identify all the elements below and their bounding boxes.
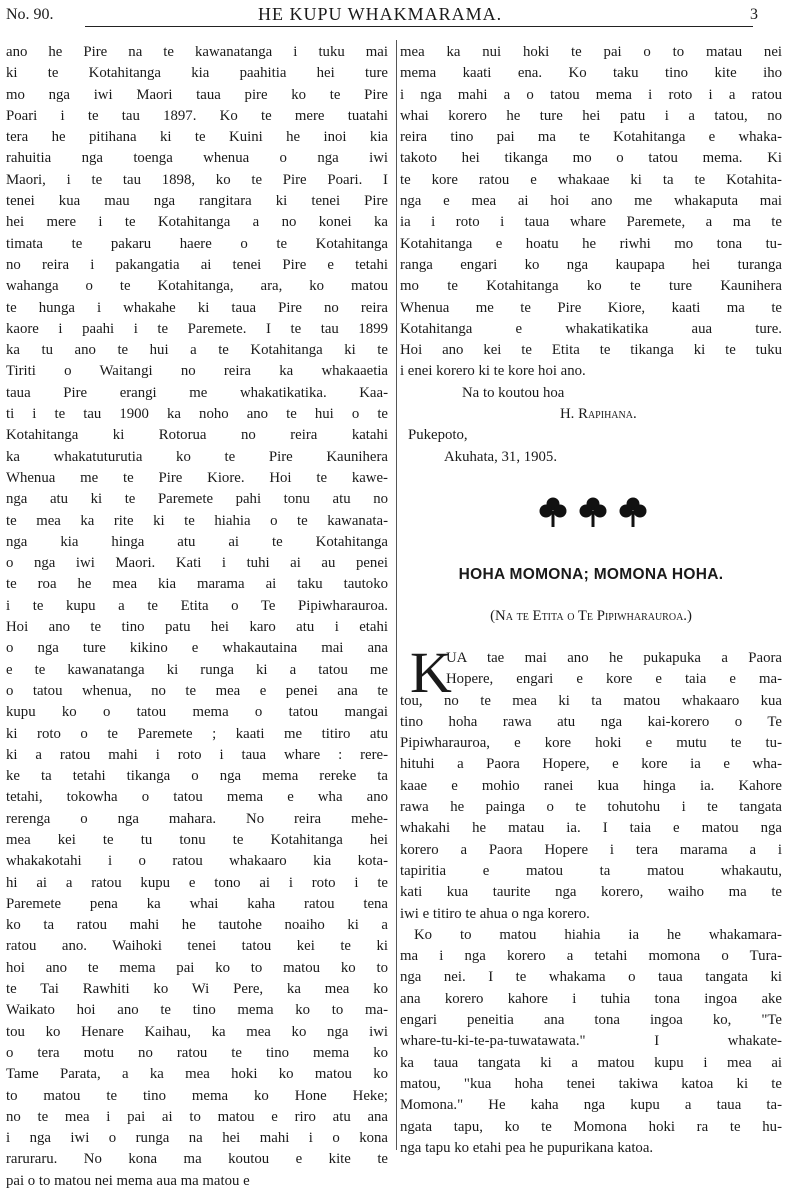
article-text	[400, 640, 782, 1159]
text-line: ma i nga korero a tetahi momona o Tura-	[400, 948, 782, 965]
text-line: tapiritia e matou ta matou whakautu,	[400, 862, 782, 879]
letter-place: Pukepoto,	[408, 427, 468, 444]
text-line: Hoi ano kei te Etita te tikanga ki te tuku	[400, 342, 782, 359]
letter-date: Akuhata, 31, 1905.	[444, 448, 558, 465]
text-line: no reira i pakangatia ai tenei Pire e tetahi	[6, 256, 388, 273]
text-line: mo te Kotahitanga ko te ture Kaunihera	[400, 278, 782, 295]
text-line: pai o to matou nei mema aua ma matou e	[6, 1172, 250, 1189]
text-line: ranga engari ko nga kaupapa hei turanga	[400, 256, 782, 273]
text-line: Pipiwharauroa, e kore hoki e mutu te tu-	[400, 735, 782, 752]
text-line: o nga iwi Maori. Kati i tuhi ai au penei	[6, 555, 388, 572]
text-line: Kotahitanga e hoatu he riwhi mo tona tu-	[400, 235, 782, 252]
text-line: te Tai Rawhiti ko Wi Pere, ka mea ko	[6, 981, 388, 998]
text-line: te kore ratou e whakaae ki ta te Kotahita-	[400, 171, 782, 188]
letter-body	[400, 42, 782, 383]
text-line: tetahi, tokowha o tatou mema e wha ano	[6, 789, 388, 806]
text-line: Hoi ano te tino patu hei karo atu i etahi	[6, 619, 388, 636]
text-line: nga tapu ko etahi pea he pupurikana katoa.	[400, 1139, 654, 1156]
text-line: mea ka nui hoki te pai o to matau nei	[400, 44, 782, 60]
text-line: kaae e mohio ranei kua hinga ia. Kahore	[400, 777, 782, 794]
text-line: whare-tu-ki-te-pa-tuwatawata." I whakate-	[400, 1033, 782, 1050]
text-line: kupu ko o tatou mema o tatou mangai	[6, 704, 388, 721]
text-line: nga e mea ai hoi ano me whakaputa mai	[400, 193, 782, 210]
text-line: i nga mahi a o tatou mema i roto i a ratou	[400, 86, 782, 103]
text-line: mema kaati ena. Ko taku tino kite iho	[400, 65, 782, 82]
text-line: Waikato hoi ano te tino mema ko to ma-	[6, 1002, 388, 1019]
text-line: tino hoha rawa atu nga kai-korero o Te	[400, 713, 782, 730]
text-line: ana korero kahore i tuhia tona ingoa ake	[400, 990, 782, 1007]
article-body	[400, 640, 782, 1159]
shamrock-icon	[578, 496, 608, 528]
ornament-row	[538, 494, 648, 530]
text-line: matou, "kua hoha tenei takiwa katoa ki te	[400, 1075, 782, 1092]
text-line: ke ta tetahi tikanga o nga mema rereke ta	[6, 768, 388, 785]
shamrock-icon	[618, 496, 648, 528]
text-line: te mea ka rite ki te hiahia o te kawanata-	[6, 512, 388, 529]
text-line: wahanga o te Kotahitanga, ara, ko matou	[6, 278, 388, 295]
letter-closing: Na to koutou hoa	[462, 384, 565, 401]
text-line: Whenua me te Pire Kiore. Hoi te kawe-	[6, 469, 388, 486]
right-column	[400, 42, 782, 468]
text-line: ka tu ano te hui a te Kotahitanga ki te	[6, 342, 388, 359]
text-line: ia i roto i taua whare Paremete, a ma te	[400, 214, 782, 231]
text-line: ki te Kotahitanga kia paahitia hei ture	[6, 65, 388, 82]
text-line: timata te pakaru haere o te Kotahitanga	[6, 235, 388, 252]
text-line: kaore i paahi i te Paremete. I te tau 1899	[6, 320, 388, 337]
text-line: Tame Parata, a ka mea hoki ko matou ko	[6, 1066, 388, 1083]
text-line: o tera motu no ratou te tino mema ko	[6, 1044, 388, 1061]
text-line: tera he pitihana ki te Kuini he inoi kia	[6, 129, 388, 146]
text-line: te roa he mea kia marama ai taku tautoko	[6, 576, 388, 593]
running-header	[0, 0, 790, 40]
text-line: korero a Paora Hopere i tera marama a i	[400, 841, 782, 858]
text-line: raruraru. No kona ma koutou e kite te	[6, 1151, 388, 1168]
text-line: Momona." He kaha nga kupu a taua ta-	[400, 1097, 782, 1114]
text-line: tou ko Henare Kaihau, ka mea ko nga iwi	[6, 1023, 388, 1040]
text-line: UA tae mai ano he pukapuka a Paora	[446, 650, 782, 666]
text-line: Hopere, engari e kore e taia e ma-	[446, 671, 782, 688]
issue-number: No. 90.	[6, 6, 54, 23]
text-line: nga atu ki te Paremete pahi tonu atu no	[6, 491, 388, 508]
text-line: ngata tapu, ko te Momona hoki ra te hu-	[400, 1118, 782, 1135]
text-line: i nga iwi o runga na hei mahi i o kona	[6, 1130, 388, 1147]
text-line: ko ta ratou mahi he tautohe noaiho ki a	[6, 917, 388, 934]
text-line: o tatou whenua, no te mea e penei ana te	[6, 682, 388, 699]
text-line: ki roto o te Paremete ; kaati me titiro atu	[6, 725, 388, 742]
text-line: iwi e titiro te ahua o nga korero.	[400, 905, 590, 922]
text-line: ka taua tangata ki a matou kupu i mea ai	[400, 1054, 782, 1071]
drop-cap: K	[410, 640, 452, 705]
text-line: i te kupu a te Etita o Te Pipiwharauroa.	[6, 597, 388, 614]
page-number: 3	[750, 6, 758, 23]
column-divider	[396, 40, 397, 1150]
text-line: ano he Pire na te kawanatanga i tuku mai	[6, 44, 388, 60]
text-line: ti i te tau 1900 ka noho ano te hui o te	[6, 406, 388, 423]
text-line: ka whakatuturutia ko te Pire Kaunihera	[6, 448, 388, 465]
text-line: ki a ratou mahi i roto i taua whare : rere-	[6, 746, 388, 763]
text-line: whakakotahi i o ratou whakaaro kia kota-	[6, 853, 388, 870]
text-line: engari peneitia ana tona ingoa ko, "Te	[400, 1012, 782, 1029]
text-line: tenei kua mau nga rangitara ki tenei Pire	[6, 193, 388, 210]
text-line: to matou te tino mema ko Hone Heke;	[6, 1087, 388, 1104]
text-line: Kotahitanga e whakatikatika aua ture.	[400, 320, 782, 337]
publication-title: HE KUPU WHAKMARAMA.	[258, 4, 503, 24]
text-line: takoto hei tikanga mo o tatou mema. Ki	[400, 150, 782, 167]
text-line: mo nga iwi Maori taua pire ko te Pire	[6, 86, 388, 103]
left-column	[6, 42, 388, 1192]
text-line: tou, no te mea ki ta matou whakaaro kua	[400, 692, 782, 709]
header-rule	[85, 26, 753, 27]
text-line: hi ai a ratou kupu e tono ai i roto i te	[6, 874, 388, 891]
text-line: taua Pire erangi me whakatikatika. Kaa-	[6, 384, 388, 401]
text-line: reira tino pai ma te Kotahitanga e whaka-	[400, 129, 782, 146]
text-line: Whenua me te Pire Kiore, kaati ma te	[400, 299, 782, 316]
article-byline: (Na te Etita o Te Pipiwharauroa.)	[490, 608, 692, 624]
letter-signature: H. Rapihana.	[560, 406, 637, 423]
text-line: rahuitia nga toenga whenua o nga iwi	[6, 150, 388, 167]
text-line: nga nei. I te whakama o taua tangata ki	[400, 969, 782, 986]
text-line: o nga ture kikino e whakautaina mai ana	[6, 640, 388, 657]
text-line: ratou ano. Waihoki tenei tatou kei te ki	[6, 938, 388, 955]
text-line: nga kia hinga atu ai te Kotahitanga	[6, 533, 388, 550]
article-title: HOHA MOMONA; MOMONA HOHA.	[458, 566, 724, 583]
text-line: te hunga i whakahe ki taua Pire no reira	[6, 299, 388, 316]
text-line: whai korero he ture hei patu i a tatou, no	[400, 107, 782, 124]
text-line: hoi ano te mema pai ko to matou ko to	[6, 959, 388, 976]
text-line: Ko to matou hiahia ia he whakamara-	[414, 926, 782, 943]
shamrock-icon	[538, 496, 568, 528]
text-line: Poari i te tau 1897. Ko te mere tuatahi	[6, 107, 388, 124]
text-line: rerenga o nga mahara. No reira mehe-	[6, 810, 388, 827]
text-line: kati kua taurite nga korero, waiho ma te	[400, 884, 782, 901]
text-line: i enei korero ki te kore hoi ano.	[400, 363, 586, 380]
text-line: hituhi a Paora Hopere, e kore ia e wha-	[400, 756, 782, 773]
text-line: no te mea i pai ai to matou e riro atu ana	[6, 1108, 388, 1125]
text-line: rawa he painga o te tohutohu i te tangata	[400, 799, 782, 816]
text-line: Maori, i te tau 1898, ko te Pire Poari. I	[6, 171, 388, 188]
text-line: mea kei te tu tonu te Kotahitanga hei	[6, 831, 388, 848]
text-line: Paremete pena ka whai kaha ratou tena	[6, 895, 388, 912]
text-line: Kotahitanga ki Rotorua no reira katahi	[6, 427, 388, 444]
text-line: e te kawanatanga ki runga ki a tatou me	[6, 661, 388, 678]
text-line: hei mere i te Kotahitanga a no konei ka	[6, 214, 388, 231]
text-line: Tiriti o Waitangi no reira ka whakaaetia	[6, 363, 388, 380]
text-line: whakahi he matau ia. I taia e matou nga	[400, 820, 782, 837]
